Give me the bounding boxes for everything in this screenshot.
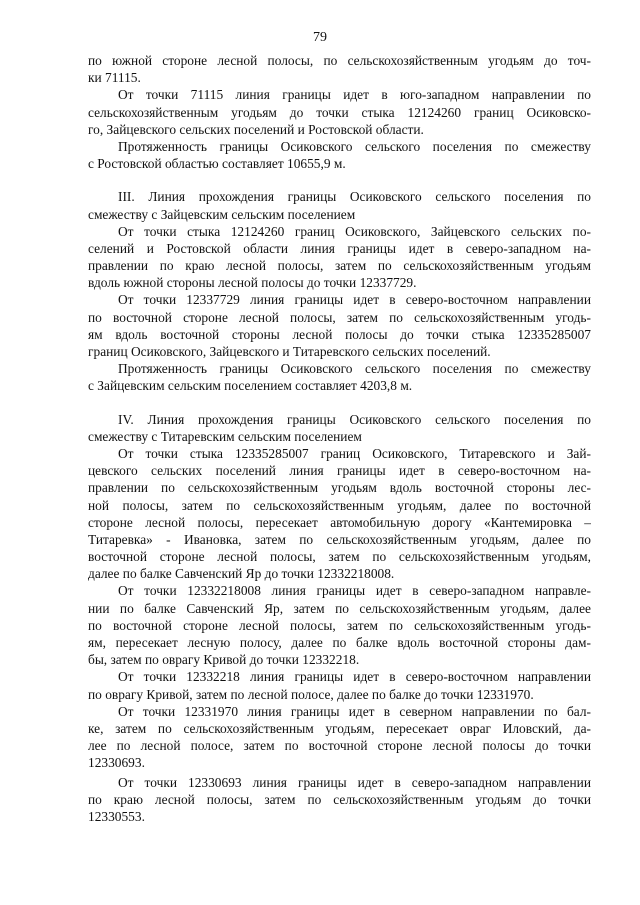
text-line: лее по лесной полосе, затем по восточной стороне лесной полосы до точки [88,738,591,754]
text-line: далее по балке Савченский Яр до точки 12332218008. [88,566,395,582]
text-line: От точки 12330693 линия границы идет в северо-западном направлении [118,774,591,790]
text-line: От точки 71115 линия границы идет в юго-западном направлении по [118,87,591,103]
text-line: по оврагу Кривой, затем по лесной полосе, далее по балке до точки 12331970. [88,686,534,702]
text-line: по восточной стороне лесной полосы, затем по сельскохозяйственным угодь- [88,309,591,325]
text-line: От точки 12332218008 линия границы идет в северо-западном направле- [118,583,591,599]
text-line: IV. Линия прохождения границы Осиковского сельского поселения по [118,411,591,427]
paragraph [88,582,591,668]
text-line: Протяженность границы Осиковского сельского поселения по смежеству [118,138,591,154]
section-heading [88,188,591,222]
text-line: по восточной стороне лесной полосы, затем по сельскохозяйственным угодь- [88,617,591,633]
text-line: с Ростовской областью составляет 10655,9 м. [88,156,346,172]
text-line: III. Линия прохождения границы Осиковского сельского поселения по [118,189,591,205]
paragraph [88,86,591,138]
text-line: От точки стыка 12124260 границ Осиковского, Зайцевского сельских по- [118,223,591,239]
text-line: правлении по сельскохозяйственным угодьям вдоль восточной стороны лес- [88,480,591,496]
paragraph [88,774,591,826]
text-line: цевского сельских поселений линия границы идет в северо-восточном на- [88,463,591,479]
text-line: От точки 12331970 линия границы идет в северном направлении по бал- [118,703,591,719]
text-line: От точки 12332218 линия границы идет в северо-восточном направлении [118,669,591,685]
text-line: ке, затем по сельскохозяйственным угодьям, пересекает овраг Иловский, да- [88,720,591,736]
text-line: сельскохозяйственным угодьям до точки стыка 12124260 границ Осиковско- [88,104,591,120]
paragraph [88,52,591,86]
text-line: нии по балке Савченский Яр, затем по сельскохозяйственным угодьям, далее [88,600,591,616]
text-line: ям, пересекает лесную полосу, далее по балке вдоль восточной стороны дам- [88,635,591,650]
text-line: бы, затем по оврагу Кривой до точки 12332218. [88,652,360,668]
text-line: 12330693. [88,755,145,771]
paragraph [88,360,591,394]
text-line: 12330553. [88,808,145,824]
text-line: От точки стыка 12335285007 границ Осиковского, Титаревского и Зай- [118,445,591,461]
page-number: 79 [313,30,327,45]
paragraph [88,668,591,702]
paragraph [88,138,591,172]
text-line: восточной стороне лесной полосы, затем по сельскохозяйственным угодьям, [88,549,591,565]
paragraph [88,291,591,360]
section-heading [88,411,591,445]
text-line: смежеству с Зайцевским сельским поселением [88,206,356,222]
text-line: вдоль южной стороны лесной полосы до точки 12337729. [88,275,417,291]
text-line: правлении по краю лесной полосы, затем по сельскохозяйственным угодьям [88,258,591,274]
text-line: стороне лесной полосы, пересекает автомобильную дорогу «Кантемировка – [88,514,591,530]
text-line: го, Зайцевского сельских поселений и Ростовской области. [88,121,424,137]
text-line: смежеству с Титаревским сельским поселением [88,428,362,444]
text-line: Протяженность границы Осиковского сельского поселения по смежеству [118,361,591,377]
text-line: по краю лесной полосы, затем по сельскохозяйственным угодьям до точки [88,791,591,807]
text-line: ям вдоль восточной стороны лесной полосы до точки стыка 12335285007 [88,326,591,342]
document-body [88,52,591,825]
paragraph [88,703,591,772]
paragraph [88,223,591,292]
text-line: ной полосы, затем по сельскохозяйственным угодьям, далее по восточной [88,497,591,513]
text-line: селений и Ростовской области линия границы идет в северо-западном на- [88,240,591,256]
text-line: с Зайцевским сельским поселением составляет 4203,8 м. [88,378,413,394]
text-line: Титаревка» - Ивановка, затем по сельскохозяйственным угодьям, далее по [88,531,591,547]
text-line: по южной стороне лесной полосы, по сельскохозяйственным угодьям до точ- [88,53,591,68]
text-line: границ Осиковского, Зайцевского и Титаревского сельских поселений. [88,344,491,359]
text-line: ки 71115. [88,70,141,86]
paragraph [88,445,591,583]
text-line: От точки 12337729 линия границы идет в северо-восточном направлении [118,292,591,308]
